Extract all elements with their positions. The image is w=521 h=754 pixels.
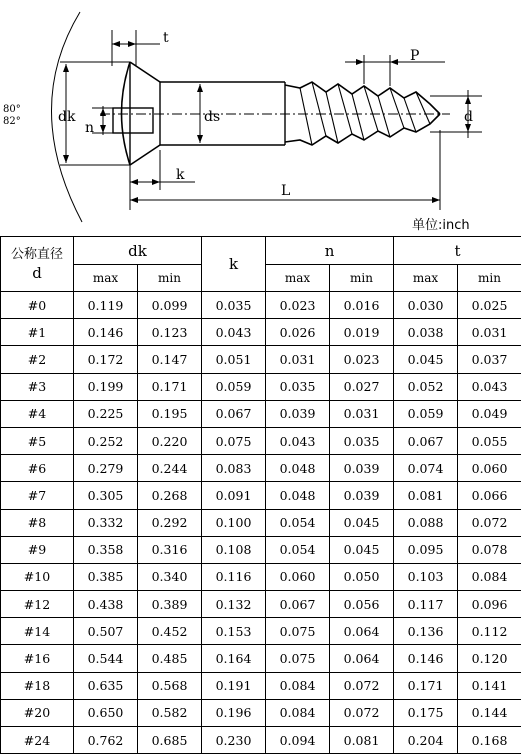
cell-k: 0.132 xyxy=(202,591,266,618)
cell-n-max: 0.054 xyxy=(266,509,330,536)
cell-k: 0.051 xyxy=(202,346,266,373)
cell-n-min: 0.045 xyxy=(330,536,394,563)
header-t: t xyxy=(394,237,521,265)
cell-t-min: 0.055 xyxy=(458,427,521,454)
cell-n-min: 0.050 xyxy=(330,563,394,590)
table-row xyxy=(1,482,521,509)
cell-t-min: 0.141 xyxy=(458,672,521,699)
cell-k: 0.100 xyxy=(202,509,266,536)
cell-n-min: 0.039 xyxy=(330,455,394,482)
table-row xyxy=(1,346,521,373)
screw-dimension-drawing xyxy=(0,0,521,236)
cell-n-max: 0.043 xyxy=(266,427,330,454)
cell-dk-min: 0.389 xyxy=(138,591,202,618)
header-k: k xyxy=(202,237,266,292)
label-L: L xyxy=(281,183,290,199)
cell-n-min: 0.064 xyxy=(330,645,394,672)
cell-dk-max: 0.199 xyxy=(74,373,138,400)
cell-dk-min: 0.568 xyxy=(138,672,202,699)
cell-t-min: 0.078 xyxy=(458,536,521,563)
cell-size: #2 xyxy=(1,346,74,373)
cell-t-min: 0.120 xyxy=(458,645,521,672)
cell-size: #1 xyxy=(1,319,74,346)
cell-t-max: 0.175 xyxy=(394,699,458,726)
cell-dk-min: 0.292 xyxy=(138,509,202,536)
cell-t-min: 0.144 xyxy=(458,699,521,726)
cell-k: 0.153 xyxy=(202,618,266,645)
cell-t-min: 0.060 xyxy=(458,455,521,482)
cell-size: #3 xyxy=(1,373,74,400)
cell-t-max: 0.146 xyxy=(394,645,458,672)
label-n: n xyxy=(85,120,94,136)
cell-t-max: 0.074 xyxy=(394,455,458,482)
cell-t-max: 0.038 xyxy=(394,319,458,346)
cell-n-min: 0.031 xyxy=(330,400,394,427)
cell-dk-max: 0.358 xyxy=(74,536,138,563)
header-t-max: max xyxy=(394,265,458,292)
cell-t-min: 0.037 xyxy=(458,346,521,373)
cell-t-min: 0.112 xyxy=(458,618,521,645)
label-k: k xyxy=(176,167,185,183)
table-row xyxy=(1,373,521,400)
table-row xyxy=(1,672,521,699)
cell-n-max: 0.035 xyxy=(266,373,330,400)
cell-k: 0.075 xyxy=(202,427,266,454)
header-d xyxy=(1,237,74,292)
cell-t-max: 0.171 xyxy=(394,672,458,699)
cell-n-max: 0.026 xyxy=(266,319,330,346)
cell-t-min: 0.049 xyxy=(458,400,521,427)
header-n-max: max xyxy=(266,265,330,292)
header-n-min: min xyxy=(330,265,394,292)
header-t-min: min xyxy=(458,265,521,292)
cell-n-max: 0.039 xyxy=(266,400,330,427)
cell-t-min: 0.043 xyxy=(458,373,521,400)
cell-n-min: 0.027 xyxy=(330,373,394,400)
label-angle-82: 82° xyxy=(3,116,21,127)
cell-dk-max: 0.119 xyxy=(74,292,138,319)
cell-t-max: 0.117 xyxy=(394,591,458,618)
cell-t-max: 0.081 xyxy=(394,482,458,509)
cell-n-max: 0.054 xyxy=(266,536,330,563)
cell-n-min: 0.023 xyxy=(330,346,394,373)
cell-dk-max: 0.146 xyxy=(74,319,138,346)
cell-k: 0.091 xyxy=(202,482,266,509)
table-row xyxy=(1,400,521,427)
cell-dk-min: 0.582 xyxy=(138,699,202,726)
label-P: P xyxy=(410,48,419,64)
table-row xyxy=(1,563,521,590)
label-t: t xyxy=(163,30,169,46)
cell-n-max: 0.067 xyxy=(266,591,330,618)
cell-size: #5 xyxy=(1,427,74,454)
cell-t-max: 0.045 xyxy=(394,346,458,373)
cell-dk-max: 0.635 xyxy=(74,672,138,699)
cell-k: 0.067 xyxy=(202,400,266,427)
cell-dk-min: 0.220 xyxy=(138,427,202,454)
table-row xyxy=(1,292,521,319)
table-row xyxy=(1,618,521,645)
cell-n-min: 0.019 xyxy=(330,319,394,346)
table-row xyxy=(1,645,521,672)
cell-t-max: 0.052 xyxy=(394,373,458,400)
cell-dk-max: 0.438 xyxy=(74,591,138,618)
cell-dk-min: 0.340 xyxy=(138,563,202,590)
cell-size: #9 xyxy=(1,536,74,563)
cell-t-min: 0.072 xyxy=(458,509,521,536)
cell-dk-min: 0.268 xyxy=(138,482,202,509)
header-dk-max: max xyxy=(74,265,138,292)
cell-t-max: 0.204 xyxy=(394,727,458,754)
header-n: n xyxy=(266,237,394,265)
cell-dk-min: 0.244 xyxy=(138,455,202,482)
cell-dk-max: 0.252 xyxy=(74,427,138,454)
cell-k: 0.116 xyxy=(202,563,266,590)
cell-dk-max: 0.385 xyxy=(74,563,138,590)
cell-t-min: 0.031 xyxy=(458,319,521,346)
unit-label: 单位:inch xyxy=(412,214,470,233)
cell-size: #4 xyxy=(1,400,74,427)
cell-n-max: 0.075 xyxy=(266,645,330,672)
cell-n-min: 0.039 xyxy=(330,482,394,509)
header-d-top: 公称直径 xyxy=(1,246,73,264)
cell-dk-min: 0.685 xyxy=(138,727,202,754)
cell-t-max: 0.095 xyxy=(394,536,458,563)
cell-dk-max: 0.650 xyxy=(74,699,138,726)
cell-dk-min: 0.099 xyxy=(138,292,202,319)
header-dk-min: min xyxy=(138,265,202,292)
cell-dk-max: 0.332 xyxy=(74,509,138,536)
cell-k: 0.196 xyxy=(202,699,266,726)
cell-size: #14 xyxy=(1,618,74,645)
cell-k: 0.043 xyxy=(202,319,266,346)
table-row xyxy=(1,455,521,482)
cell-k: 0.108 xyxy=(202,536,266,563)
cell-n-min: 0.072 xyxy=(330,672,394,699)
cell-dk-min: 0.147 xyxy=(138,346,202,373)
cell-dk-min: 0.123 xyxy=(138,319,202,346)
cell-size: #12 xyxy=(1,591,74,618)
cell-dk-max: 0.172 xyxy=(74,346,138,373)
table-row xyxy=(1,509,521,536)
header-d-bottom: d xyxy=(1,264,73,282)
cell-t-max: 0.059 xyxy=(394,400,458,427)
cell-n-max: 0.084 xyxy=(266,699,330,726)
cell-k: 0.164 xyxy=(202,645,266,672)
table-row xyxy=(1,591,521,618)
cell-n-min: 0.072 xyxy=(330,699,394,726)
cell-t-max: 0.136 xyxy=(394,618,458,645)
cell-dk-min: 0.171 xyxy=(138,373,202,400)
cell-n-min: 0.035 xyxy=(330,427,394,454)
cell-dk-min: 0.485 xyxy=(138,645,202,672)
cell-n-max: 0.048 xyxy=(266,455,330,482)
cell-dk-min: 0.316 xyxy=(138,536,202,563)
cell-t-min: 0.066 xyxy=(458,482,521,509)
cell-dk-max: 0.762 xyxy=(74,727,138,754)
cell-n-min: 0.064 xyxy=(330,618,394,645)
cell-n-min: 0.056 xyxy=(330,591,394,618)
cell-n-max: 0.023 xyxy=(266,292,330,319)
label-angle-80: 80° xyxy=(3,104,21,115)
cell-size: #7 xyxy=(1,482,74,509)
cell-dk-max: 0.305 xyxy=(74,482,138,509)
cell-t-max: 0.030 xyxy=(394,292,458,319)
cell-n-max: 0.031 xyxy=(266,346,330,373)
cell-n-max: 0.048 xyxy=(266,482,330,509)
cell-dk-max: 0.507 xyxy=(74,618,138,645)
spec-table xyxy=(0,236,521,754)
label-d: d xyxy=(464,109,473,125)
cell-k: 0.059 xyxy=(202,373,266,400)
cell-n-min: 0.045 xyxy=(330,509,394,536)
cell-size: #8 xyxy=(1,509,74,536)
label-ds: ds xyxy=(204,109,220,125)
table-row xyxy=(1,536,521,563)
table-row xyxy=(1,427,521,454)
cell-n-max: 0.094 xyxy=(266,727,330,754)
cell-t-max: 0.103 xyxy=(394,563,458,590)
cell-size: #6 xyxy=(1,455,74,482)
cell-t-max: 0.088 xyxy=(394,509,458,536)
cell-t-min: 0.096 xyxy=(458,591,521,618)
cell-size: #10 xyxy=(1,563,74,590)
cell-size: #24 xyxy=(1,727,74,754)
cell-t-min: 0.025 xyxy=(458,292,521,319)
cell-n-max: 0.084 xyxy=(266,672,330,699)
cell-dk-min: 0.195 xyxy=(138,400,202,427)
table-row xyxy=(1,699,521,726)
table-row xyxy=(1,319,521,346)
cell-n-min: 0.016 xyxy=(330,292,394,319)
cell-n-min: 0.081 xyxy=(330,727,394,754)
cell-dk-max: 0.544 xyxy=(74,645,138,672)
cell-t-min: 0.084 xyxy=(458,563,521,590)
cell-size: #20 xyxy=(1,699,74,726)
cell-n-max: 0.060 xyxy=(266,563,330,590)
cell-k: 0.035 xyxy=(202,292,266,319)
cell-size: #18 xyxy=(1,672,74,699)
cell-dk-max: 0.279 xyxy=(74,455,138,482)
cell-t-min: 0.168 xyxy=(458,727,521,754)
cell-size: #16 xyxy=(1,645,74,672)
header-dk: dk xyxy=(74,237,202,265)
cell-t-max: 0.067 xyxy=(394,427,458,454)
cell-k: 0.083 xyxy=(202,455,266,482)
cell-dk-max: 0.225 xyxy=(74,400,138,427)
cell-size: #0 xyxy=(1,292,74,319)
label-dk: dk xyxy=(58,109,76,125)
cell-k: 0.191 xyxy=(202,672,266,699)
cell-dk-min: 0.452 xyxy=(138,618,202,645)
cell-n-max: 0.075 xyxy=(266,618,330,645)
cell-k: 0.230 xyxy=(202,727,266,754)
